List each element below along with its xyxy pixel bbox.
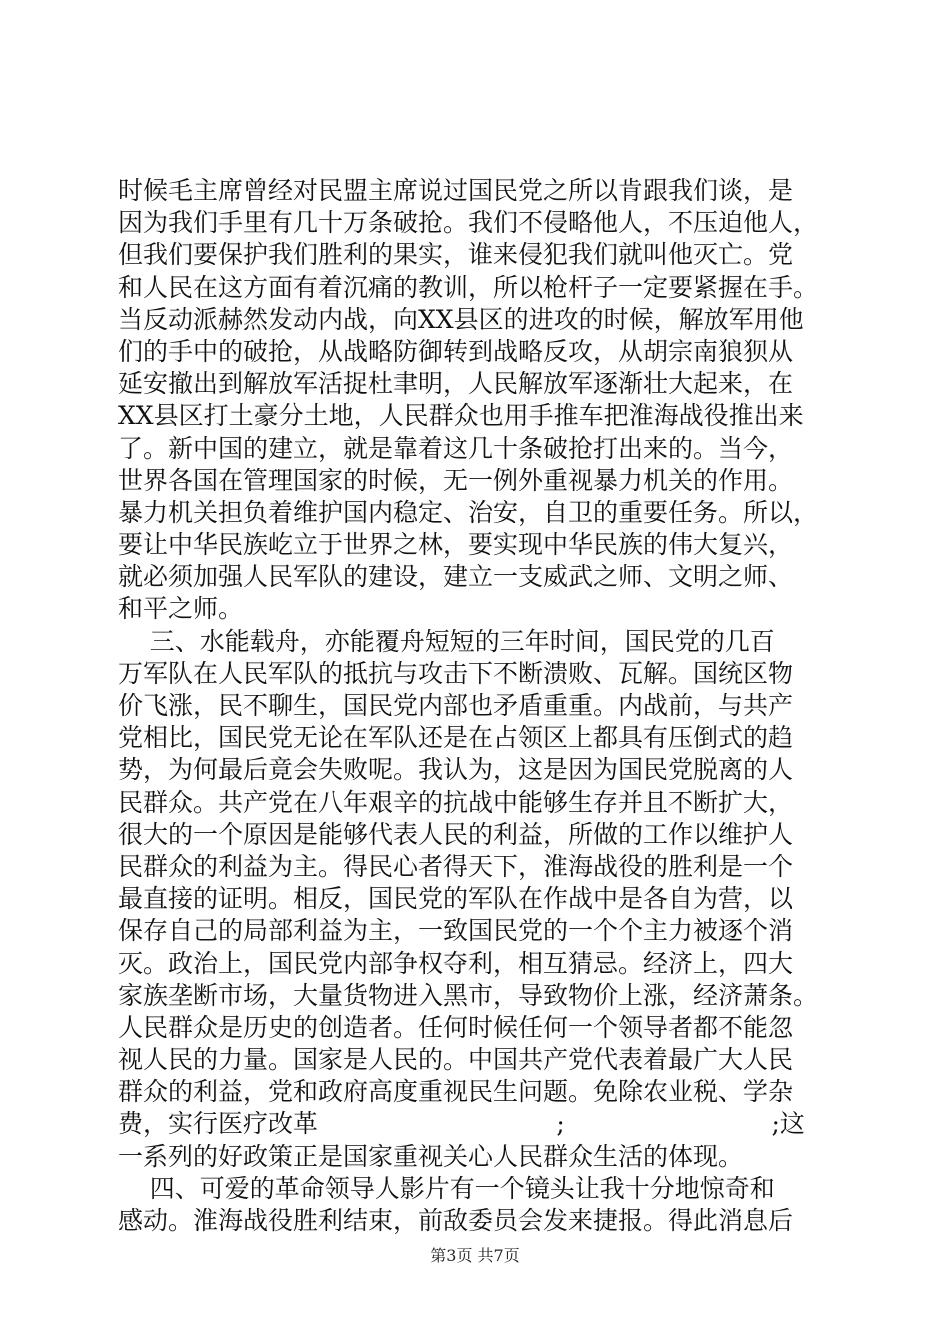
text-line: 们的手中的破抢，从战略防御转到战略反攻，从胡宗南狼狈从 — [118, 336, 794, 366]
text-line: 延安撤出到解放军活捉杜聿明，人民解放军逐渐壮大起来，在 — [118, 369, 794, 399]
text-line: XX县区打土豪分土地，人民群众也用手推车把淮海战役推出来 — [118, 401, 804, 431]
text-line: 视人民的力量。国家是人民的。中国共产党代表着最广大人民 — [118, 1045, 794, 1075]
text-line: 家族垄断市场，大量货物进入黑市，导致物价上涨，经济萧条。 — [118, 980, 819, 1010]
text-line: 要让中华民族屹立于世界之林，要实现中华民族的伟大复兴， — [118, 530, 794, 560]
text-line: 保存自己的局部利益为主，一致国民党的一个个主力被逐个消 — [118, 916, 794, 946]
text-line: 民群众的利益为主。得民心者得天下，淮海战役的胜利是一个 — [118, 851, 794, 881]
text-line: 万军队在人民军队的抵抗与攻击下不断溃败、瓦解。国统区物 — [118, 658, 794, 688]
text-line: 人民群众是历史的创造者。任何时候任何一个领导者都不能忽 — [118, 1012, 794, 1042]
text-line: 和人民在这方面有着沉痛的教训，所以枪杆子一定要紧握在手。 — [118, 272, 819, 302]
text-line: 但我们要保护我们胜利的果实，谁来侵犯我们就叫他灭亡。党 — [118, 240, 794, 270]
text-line: 时候毛主席曾经对民盟主席说过国民党之所以肯跟我们谈，是 — [118, 176, 794, 205]
text-line: 灭。政治上，国民党内部争权夺利，相互猜忌。经济上，四大 — [118, 948, 794, 978]
text-line: 四、可爱的革命领导人影片有一个镜头让我十分地惊奇和 — [118, 1173, 775, 1203]
text-line: 三、水能载舟，亦能覆舟短短的三年时间，国民党的几百 — [118, 626, 775, 656]
text-line: 价飞涨，民不聊生，国民党内部也矛盾重重。内战前，与共产 — [118, 691, 794, 720]
text-line: 当反动派赫然发动内战，向XX县区的进攻的时候，解放军用他 — [118, 304, 804, 334]
text-line: 世界各国在管理国家的时候，无一例外重视暴力机关的作用。 — [118, 465, 794, 495]
text-line: 势，为何最后竟会失败呢。我认为，这是因为国民党脱离的人 — [118, 755, 794, 785]
body-text — [118, 175, 838, 1237]
text-line: 民群众。共产党在八年艰辛的抗战中能够生存并且不断扩大， — [118, 787, 794, 817]
page-footer: 第3页 共7页 — [430, 1246, 520, 1265]
text-line: 暴力机关担负着维护国内稳定、治安，自卫的重要任务。所以， — [118, 497, 819, 527]
text-line: 和平之师。 — [118, 594, 244, 624]
text-line: 了。新中国的建立，就是靠着这几十条破抢打出来的。当今， — [118, 433, 794, 463]
text-line: 因为我们手里有几十万条破抢。我们不侵略他人，不压迫他人， — [118, 208, 819, 238]
text-line: 最直接的证明。相反，国民党的军队在作战中是各自为营，以 — [118, 884, 794, 914]
text-line: 费，实行医疗改革 ; ;这 — [118, 1109, 805, 1139]
text-line: 很大的一个原因是能够代表人民的利益，所做的工作以维护人 — [118, 819, 794, 849]
text-line: 就必须加强人民军队的建设，建立一支威武之师、文明之师、 — [118, 562, 794, 592]
text-line: 感动。淮海战役胜利结束，前敌委员会发来捷报。得此消息后 — [118, 1206, 794, 1235]
text-line: 党相比，国民党无论在军队还是在占领区上都具有压倒式的趋 — [118, 723, 794, 753]
text-line: 一系列的好政策正是国家重视关心人民群众生活的体现。 — [118, 1141, 744, 1171]
text-line: 群众的利益，党和政府高度重视民生问题。免除农业税、学杂 — [118, 1077, 794, 1107]
